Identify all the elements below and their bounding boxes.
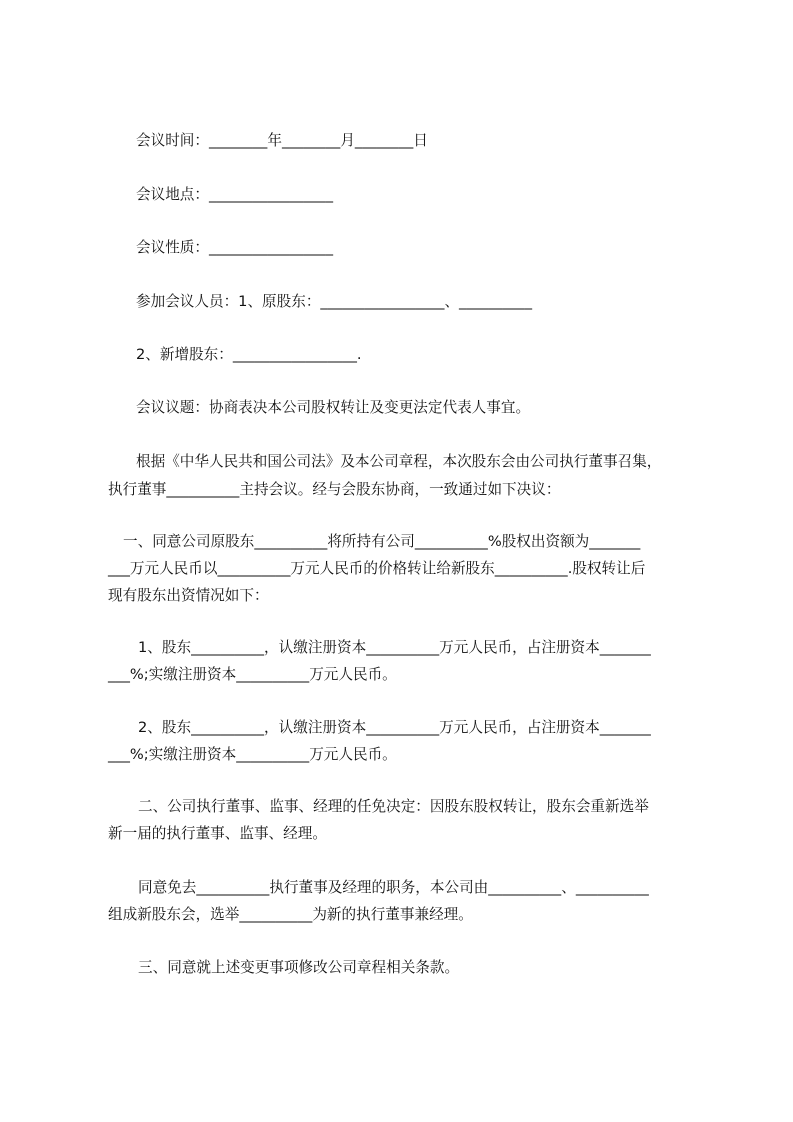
meeting-topic-line: 会议议题：协商表决本公司股权转让及变更法定代表人事宜。 xyxy=(136,399,531,416)
resolution-1-line-1: 一、同意公司原股东__________将所持有公司__________%股权出资额为_______ xyxy=(123,533,641,550)
shareholder-1-line-1: 1、股东__________，认缴注册资本__________万元人民币，占注册资本_______ xyxy=(138,639,651,656)
resolution-1-line-3: 现有股东出资情况如下： xyxy=(108,587,269,604)
shareholder-2-line-2: ___%;实缴注册资本__________万元人民币。 xyxy=(108,746,397,763)
dismissal-paragraph-line-2: 组成新股东会，选举__________为新的执行董事兼经理。 xyxy=(108,906,473,923)
meeting-place-line: 会议地点：_________________ xyxy=(136,186,334,203)
resolution-2-line-2: 新一届的执行董事、监事、经理。 xyxy=(108,825,327,842)
attendees-original-shareholders-line: 参加会议人员：1、原股东：_________________、__________ xyxy=(136,293,533,310)
meeting-time-line: 会议时间：________年________月________日 xyxy=(136,132,428,149)
resolution-1-line-2: ___万元人民币以__________万元人民币的价格转让给新股东__________.股权转让后 xyxy=(108,560,646,577)
resolution-2-line-1: 二、公司执行董事、监事、经理的任免决定：因股东股权转让，股东会重新选举 xyxy=(138,798,649,815)
intro-paragraph-line-1: 根据《中华人民共和国公司法》及本公司章程，本次股东会由公司执行董事召集， xyxy=(136,453,662,470)
shareholder-1-line-2: ___%;实缴注册资本__________万元人民币。 xyxy=(108,666,397,683)
intro-paragraph-line-2: 执行董事__________主持会议。经与会股东协商，一致通过如下决议： xyxy=(108,481,561,498)
resolution-3-line: 三、同意就上述变更事项修改公司章程相关条款。 xyxy=(138,959,460,976)
dismissal-paragraph-line-1: 同意免去__________执行董事及经理的职务，本公司由__________、__________ xyxy=(138,879,649,896)
attendees-new-shareholders-line: 2、新增股东：_________________. xyxy=(136,346,362,363)
meeting-nature-line: 会议性质：_________________ xyxy=(136,239,334,256)
shareholder-2-line-1: 2、股东__________，认缴注册资本__________万元人民币，占注册资本_______ xyxy=(138,719,651,736)
